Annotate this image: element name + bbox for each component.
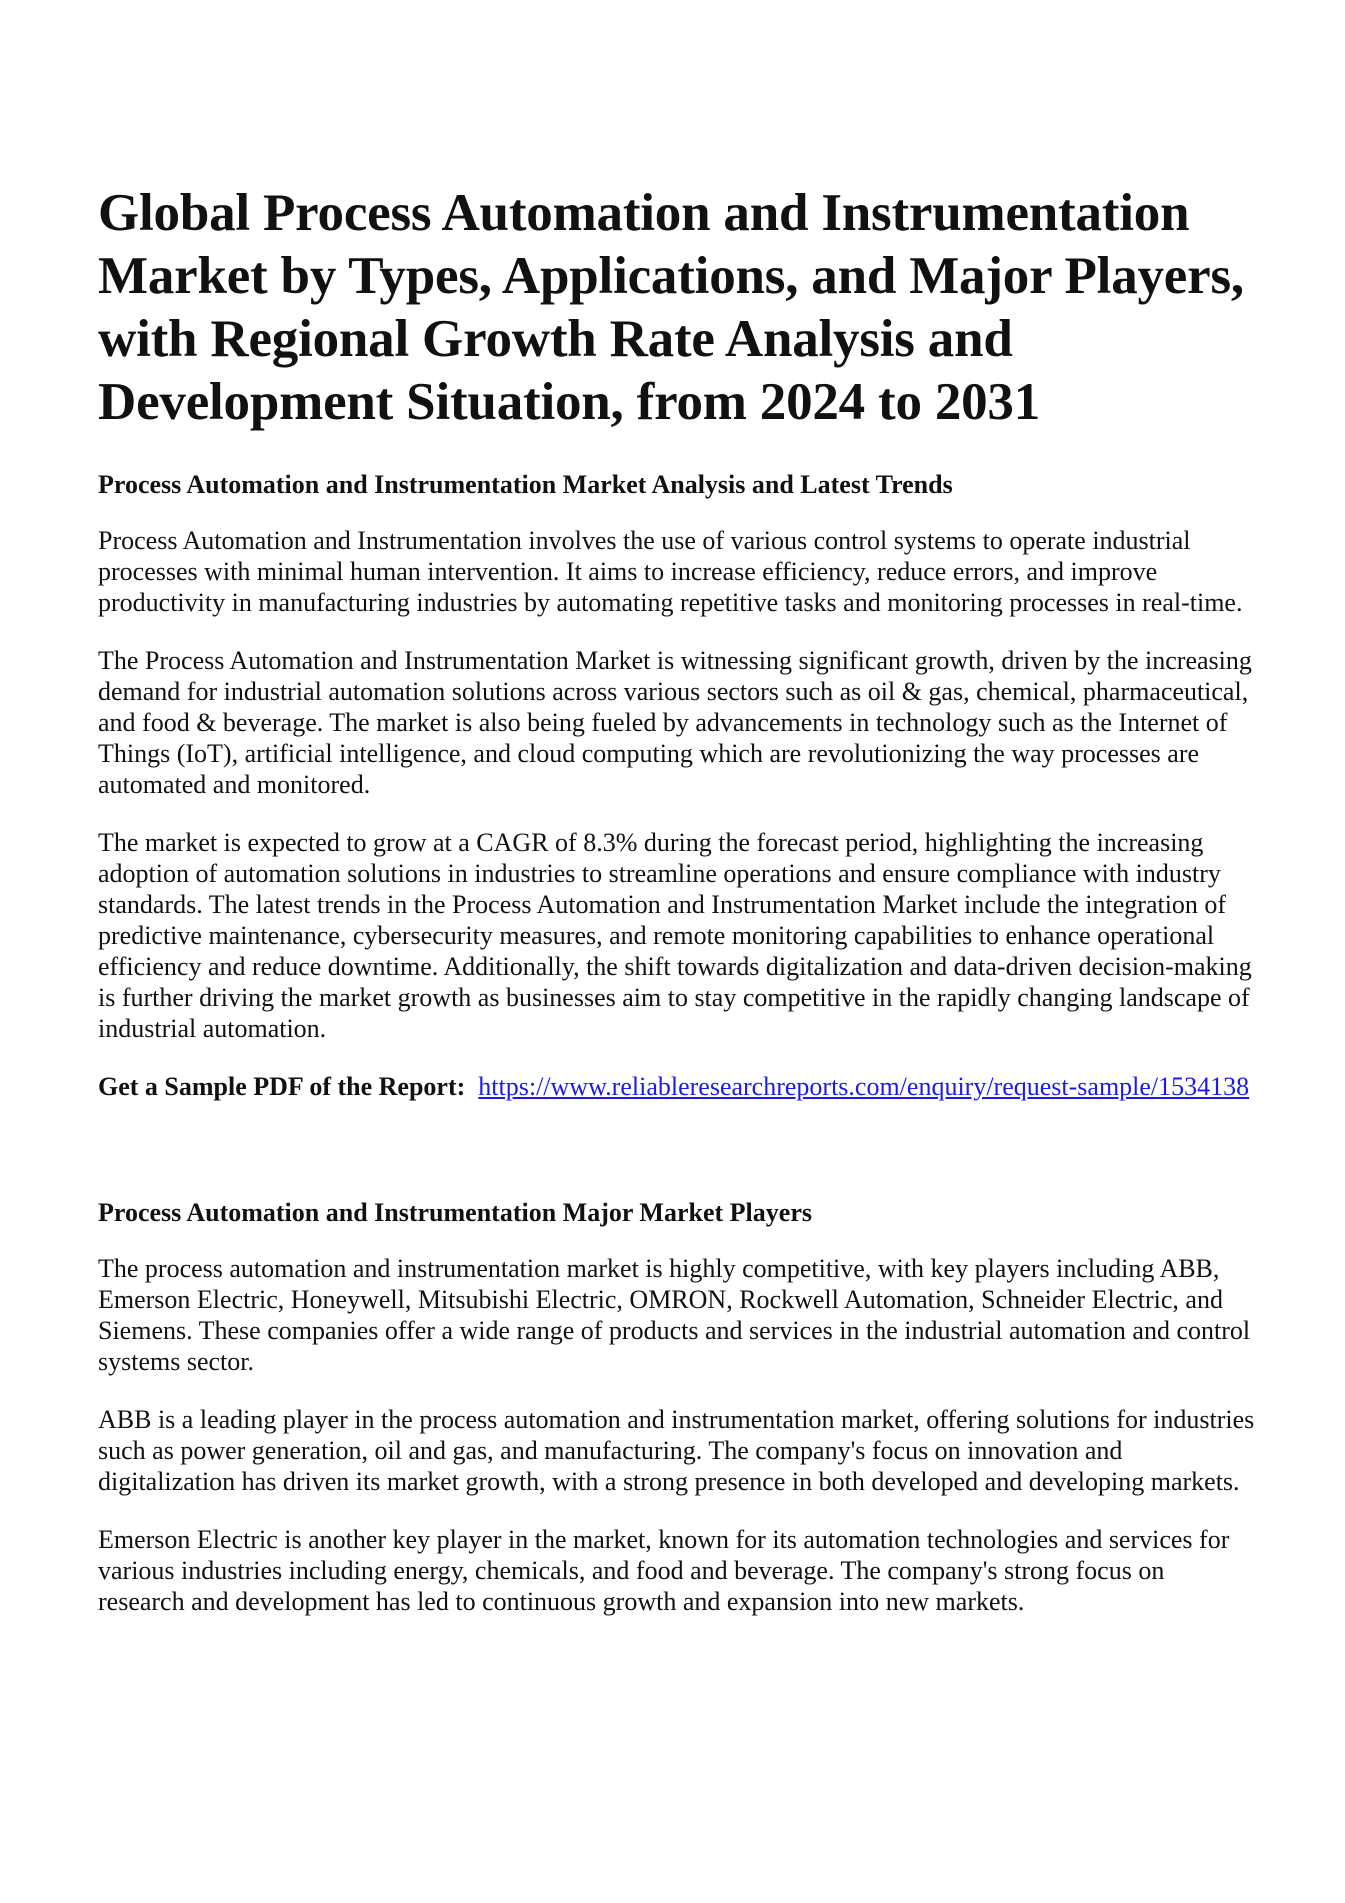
sample-pdf-link[interactable]: https://www.reliableresearchreports.com/enquiry/request-sample/1534138	[478, 1072, 1250, 1101]
paragraph: ABB is a leading player in the process automation and instrumentation market, offering solutions for industries such as power generation, oil and gas, and manufacturing. The company's focus on innovation and digitalization has driven its market growth, with a strong presence in both developed and developing markets.	[98, 1405, 1255, 1496]
paragraph: Emerson Electric is another key player in the market, known for its automation technologies and services for various industries including energy, chemicals, and food and beverage. The company's strong focus on research and development has led to continuous growth and expansion into new markets.	[98, 1525, 1230, 1616]
document-title: Global Process Automation and Instrumentation Market by Types, Applications, and Major Players, with Regional Growth Rate Analysis and Development Situation, from 2024 to 2031	[98, 184, 1244, 431]
paragraph: Process Automation and Instrumentation involves the use of various control systems to operate industrial processes with minimal human intervention. It aims to increase efficiency, reduce errors, and improve productivity in manufacturing industries by automating repetitive tasks and monitoring processes in real-time.	[98, 526, 1243, 617]
section-heading-analysis: Process Automation and Instrumentation Market Analysis and Latest Trends	[98, 470, 953, 499]
sample-pdf-line	[98, 1071, 1255, 1102]
section-heading-players: Process Automation and Instrumentation Major Market Players	[98, 1198, 812, 1227]
paragraph: The Process Automation and Instrumentation Market is witnessing significant growth, driven by the increasing demand for industrial automation solutions across various sectors such as oil & gas, chemical, pharmaceutical, and food & beverage. The market is also being fueled by advancements in technology such as the Internet of Things (IoT), artificial intelligence, and cloud computing which are revolutionizing the way processes are automated and monitored.	[98, 646, 1252, 799]
sample-pdf-label: Get a Sample PDF of the Report:	[98, 1072, 466, 1101]
paragraph: The process automation and instrumentation market is highly competitive, with key players including ABB, Emerson Electric, Honeywell, Mitsubishi Electric, OMRON, Rockwell Automation, Schneider Electric, and Siemens. These companies offer a wide range of products and services in the industrial automation and control systems sector.	[98, 1254, 1251, 1376]
paragraph: The market is expected to grow at a CAGR of 8.3% during the forecast period, highlighting the increasing adoption of automation solutions in industries to streamline operations and ensure compliance with industry standards. The latest trends in the Process Automation and Instrumentation Market include the integration of predictive maintenance, cybersecurity measures, and remote monitoring capabilities to enhance operational efficiency and reduce downtime. Additionally, the shift towards digitalization and data-driven decision-making is further driving the market growth as businesses aim to stay competitive in the rapidly changing landscape of industrial automation.	[98, 828, 1252, 1043]
